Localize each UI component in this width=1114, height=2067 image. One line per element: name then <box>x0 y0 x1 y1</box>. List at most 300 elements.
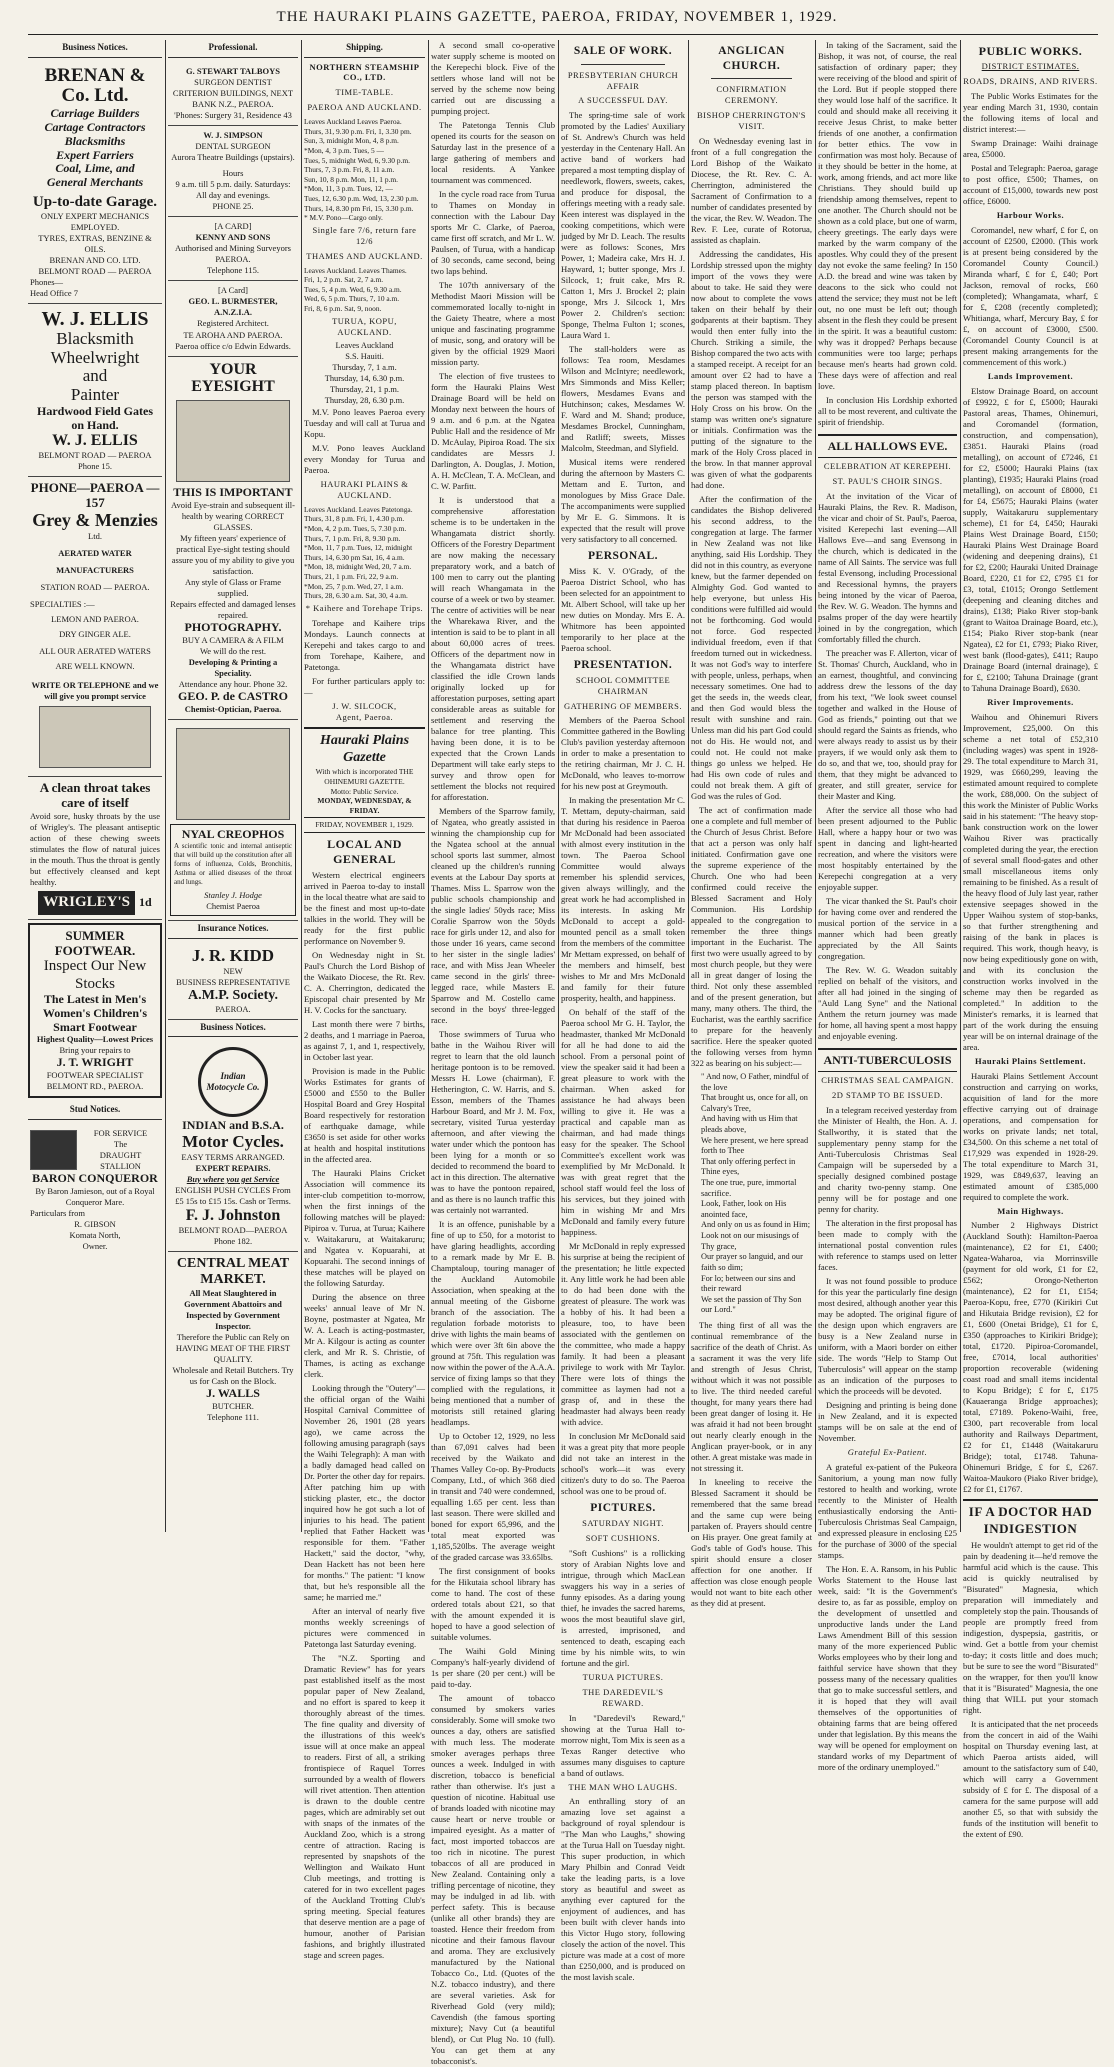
indian-cycles: ENGLISH PUSH CYCLES From £5 15s to £15 15s. Cash or Terms. <box>175 1184 291 1206</box>
indian-advert <box>168 1041 298 1251</box>
article-paragraph: After the confirmation of the candidates the Bishop delivered his second address, to the congregation at large. The farmer in New Zealand was not like anything, said His Lordship. They did not in this country, as everyone knew, but the farmer depended on Almighty God. God wanted to help everyone, but unless His conditions were fulfilled aid would not be forthcoming. God would not force. God respected individual freedom, even if that freedom turned out in wickedness. It was not God's way to interfere with people, unless, perhaps, when necessary sometimes. One had to get the seeds in, the weeds clear, and then God would bless the result with sunshine and rain. Unless man did his part God could not do His. He would not, and could not. He could not make things go unless we helped. He had His own code of rules and could not break them. A gift of God was the rules of God. <box>691 493 812 801</box>
stud-particulars: Particulars from <box>30 1207 85 1218</box>
column-2 <box>168 40 298 1536</box>
timetable-row: Sun, 10, 8 p.m. Mon, 11, 1 p.m. <box>304 174 398 184</box>
timetable-row: Thursday, 28, 6.30 p.m. <box>324 396 405 405</box>
timetable-row: Fri, 8, 6 p.m. Sat, 9, noon. <box>304 304 382 314</box>
gazette-incorporated: With which is incorporated THE OHINEMURI GAZETTE. <box>315 767 414 786</box>
ellis-name: W. J. ELLIS <box>41 307 149 330</box>
eyesight-repairs: Repairs effected and damaged lenses repaired. <box>170 599 296 621</box>
indian-easy: EASY TERMS ARRANGED. <box>181 1151 285 1162</box>
personal-heading: PERSONAL. <box>588 550 658 563</box>
hauraki-auckland-head: HAURAKI PLAINS & AUCKLAND. <box>320 478 409 500</box>
specialties-line: SPECIALTIES :— <box>30 598 95 609</box>
kenny-phone: Telephone 115. <box>207 265 259 276</box>
article-paragraph: On Wednesday evening last in front of a full congregation the Lord Bishop of the Waikato Diocese, the Rt. Rev. C. A. Cherrington, administered the Sacrament of Confirmation to a number of candidates presented by the vicar, the Rev. W. Weadon. The Rev. F. Lee, curate of Rotorua, assisted as chaplain. <box>691 135 812 245</box>
sale-of-work-heading: SALE OF WORK. <box>573 45 673 57</box>
brenan-advert <box>28 62 162 304</box>
article-paragraph: Members of the Sparrow family, of Ngatea, who greatly assisted in winning the championship cup for the Ngatea school at the annual school sports last summer, almost cleaned up the children's running events at the Labour Day sports at Thames. Miss L. Sparrow won the public schools championship and the single ladies' 50yds race; Miss Coralie Sparrow won the 50yds race for girls under 12, and also for those under 16 years, came second to her sister in the single ladies' race, and with Miss Jean Wheeler came second in the girls' three-legged race, while Masters E. Sparrow and M. Costello came second in the boys' three-legged race. <box>431 806 555 1025</box>
article-paragraph: After the service all those who had been present adjourned to the Public Hall, where a happy hour or two was spent in dancing and light-hearted recreation, and where the visitors were most hospitably entertained by the Kerepechi congregation at a very enjoyable supper. <box>818 805 957 893</box>
paeroa-auckland-head: PAEROA AND AUCKLAND. <box>307 102 422 113</box>
timetable-row: Thurs, 28, 6.30 a.m. Sat, 30, 4 a.m. <box>304 591 408 601</box>
public-works-sub: DISTRICT ESTIMATES. <box>981 61 1080 72</box>
further-line: For further particulars apply to:— <box>304 675 425 697</box>
timetable-row: *Mon, 11, 7 p.m. Tues, 12, midnight <box>304 543 413 553</box>
timetable-row: Tues, 12, 6.30 p.m. Wed, 13, 2.30 p.m. <box>304 194 419 204</box>
kaihere-note: * Kaihere and Torehape Trips. <box>305 602 424 613</box>
johnston-phone: Phone 182. <box>213 1235 253 1246</box>
ellis-trade-line: Blacksmith <box>56 328 134 348</box>
all-hallows-sub: CELEBRATION AT KEREPEHI. <box>823 461 952 472</box>
timetable-row: Thurs, 14, 8.30 pm Fri, 15, 3.30 p.m. <box>304 203 414 213</box>
kidd-society: A.M.P. Society. <box>187 987 279 1003</box>
gazette-nameplate <box>304 727 425 833</box>
timetable-row: Leaves Auckland. Leaves Thames. <box>304 265 407 275</box>
column-divider <box>688 40 689 1532</box>
timetable-row: Thursday, 21, 1 p.m. <box>329 385 399 395</box>
thames-auckland-timetable <box>304 266 425 314</box>
footwear-bring: Bring your repairs to <box>59 1045 131 1056</box>
stud-by: By Baron Jamieson, out of a Royal Conqueror Mare. <box>35 1185 155 1207</box>
hauraki-auckland-timetable <box>304 505 425 601</box>
burmester-card-label: [A Card] <box>218 285 248 296</box>
article-paragraph: It is an offence, punishable by a fine of up to £50, for a motorist to have glaring headlights, according to a remark made by Mr E. B. Champtaloup, touring manager of the Auckland Automobile Association, when speaking at the annual meeting of the Gisborne branch of the association. The regulation forbade motorists to drive with lights the main beams of which were over 3ft 6in above the ground at 75ft. This regulation was now within the power of the A.A.A. service of fixing lamps so that they complied with the regulations, it being mentioned that a number of motorists still retained glaring headlamps. <box>431 1219 555 1427</box>
kenny-title: Authorised and Mining Surveyors PAEROA. <box>175 243 291 265</box>
article-paragraph: The Hauraki Plains Cricket Association will commence its inter-club competition to-morrow, when the first innings of the following matches will be played: Pipiroa v. Turua, at Turua; Kaihere v. Waitakaruru, at Waitakaruru; and Ngatea v. Kopuarahi, at Kopuarahi. The second innings of these matches will be played on the following Saturday. <box>304 1167 425 1288</box>
anti-tb-sub-2: 2D STAMP TO BE ISSUED. <box>832 1090 943 1101</box>
timetable-row: Leaves Auckland <box>335 341 394 351</box>
timetable-row: Sun, 3, midnight Mon, 4, 8 p.m. <box>304 136 399 146</box>
stud-stallion: STALLION <box>100 1160 141 1171</box>
anglican-sub-2: BISHOP CHERRINGTON'S VISIT. <box>696 110 807 132</box>
article-paragraph: In kneeling to receive the Blessed Sacrament it should be remembered that the same bread and the same cup were being partaken of. Prayers should centre on His prayer. One great family at God's table of God's house. This spirit should ensure a closer affection for one another. If affection was close enough people would not want to bite each other as they did at present. <box>691 1476 812 1608</box>
article-paragraph: Designing and printing is being done in New Zealand, and it is expected stamps will be on sale at the end of November. <box>818 1400 957 1444</box>
local-general-continued <box>431 40 555 2067</box>
timetable-row: Fri, 1, 2 p.m. Sat, 2, 7 a.m. <box>304 275 384 285</box>
stud-advert <box>28 1124 162 1256</box>
stud-for: FOR SERVICE <box>93 1127 148 1138</box>
ellis-advert <box>28 304 162 477</box>
article-paragraph: In making the presentation Mr C. T. Mettam, deputy-chairman, said that during his residence in Paeroa Mr McDonald had been associated with almost every institution in the town. The Paeroa School Committee would always remember his splendid services, given always willingly, and the great work he had accomplished in its interests. In asking Mr McDonald to accept a gold-mounted pencil as a small token from the members of the committee Mr Mettam expressed, on behalf of the members and himself, best wishes to Mr and Mrs McDonald and family for their future prosperity, health, and happiness. <box>561 795 685 1004</box>
kidd-new: NEW <box>223 965 243 976</box>
pw-highways: Number 2 Highways District (Auckland South): Hamilton-Paeroa (maintenance), £2 for £1, £400; Ngatea-Waharoa, via Morrinsville (payment for old work, £1 for £2, £562; Orongo-Netherton (maintenance), £2 for £1, £154; Paeroa-Kopu, free, £770 (Kirikiri Cut and Hikutaia Bridge revision), £2 for £1, £600 (Onetai Bridge), £1 for £, £350 (approaches to Kirikiri Bridge); total, £1720. Pipiroa-Coromandel, free, £7014, local authorities' proportion recoverable (widening coast road and small items incidental to Kopu Bridge); £ for £, £175 (Kauaeranga Bridge approaches); total, £7189. Pokeno-Waihi, free, £300, part recoverable from local authority and Railways Department, £2 for £1, £1448 (Waitakaruru Bridge); total, £1748. Tahuna-Ohinemuri Bridge, £ for £, £267. Waitoa-Maukoro (Piako River bridge), £2 for £1, £1767. <box>963 1220 1098 1495</box>
timetable-row: *Mon, 4, 2 p.m. Tues, 5, 7.30 p.m. <box>304 523 407 533</box>
local-general-heading: LOCAL AND GENERAL <box>327 836 402 867</box>
article-paragraph: "Soft Cushions" is a rollicking story of Arabian Nights love and intrigue, through which MacLean swaggers his way in a series of funny episodes. As a daring young thief, he invades the sacred harems, woos the most beautiful slave girl, is arrested, imprisoned, and sentenced to death, escaping each time by his nimble wits, to win fortune and the girl. <box>561 1547 685 1668</box>
article-paragraph: The stall-holders were as follows: Tea room, Mesdames Wilson and McIntyre; needlework, Mrs Simmonds and Miss Keller; flowers, Mesdames Evans and Hutchinson; cakes, Mesdames W. F. Ward and M. Shand; produce, Mesdames Brockel, Cunningham, and Ratliff; sweets, Misses Malcolm, Steedman, and Slyfield. <box>561 344 685 454</box>
laughs-body: An enthralling story of an amazing love set against a background of royal splendour is "The Man who Laughs," showing at the Turua Hall on Tuesday night. This super production, in which Mary Philbin and Conrad Veidt take the leading parts, is a love story as beautiful and sweet as anything ever captured for the enjoyment of audiences, and has been built with clever hands into this Victor Hugo story, following closely the action of the novel. This picture was made at a cost of more than £250,000, and is produced on the most lavish scale. <box>561 1796 685 1983</box>
wrigleys-advert <box>28 777 162 919</box>
turua-pictures-head: TURUA PICTURES. <box>582 1671 664 1682</box>
article-paragraph: Western electrical engineers arrived in Paeroa to-day to install in the local theatre what are said to be the finest and most up-to-date talkies in the world. They will be ready for the first public performance on November 9. <box>304 869 425 946</box>
anglican-heading: ANGLICAN CHURCH. <box>718 45 785 72</box>
ellis-trade-line: and <box>82 366 108 386</box>
article-paragraph: In taking of the Sacrament, said the Bishop, it was not, of course, the real satisfaction of ordinary paper; they were receiving of the blood and spirit of the Lord. But if people stopped there they would lose half of the sacrifice. It could and should make all receiving it receive Jesus Christ, to make better friends of one another, a confirmation for better ethics. The vow in confirmation was most holy. Because of it they should be better in the home, at work, among friends, and act more like Christians. They should build up friendship among themselves, repent to one another. The Church should not be shown as a cold place, but one of warm, cheery greetings. The early days were marked by the warm company of the apostles. Why could they of the present day not evoke the same feeling? In 150 A.D. the bread and wine was taken by deacons to the sick who could not attend the service; they must not be left out, no one must be left out; though absent in the flesh they could be present in the spirit. It was a beautiful custom: why was it dropped? Perhaps because communities were too large; perhaps because men's hearts had grown cold. These days were of affection and real love. <box>818 40 957 391</box>
timetable-row: *Mon, 18, midnight Wed, 20, 7 a.m. <box>304 562 412 572</box>
column-divider <box>428 40 429 1532</box>
gazette-title: Hauraki Plains Gazette <box>319 732 410 766</box>
article-paragraph: Members of the Paeroa School Committee gathered in the Bowling Club's pavilion yesterday afternoon in order to make a presentation to the retiring chairman, Mr J. C. H. McDonald, who leaves to-morrow for his new post at Greymouth. <box>561 715 685 792</box>
field-gates-line: Hardwood Field Gates on Hand. <box>37 403 153 432</box>
timetable-row: Leaves Auckland. Leaves Patetonga. <box>304 504 413 514</box>
article-paragraph: In a telegram received yesterday from the Minister of Health, the Hon. A. J. Stallworthy, it is stated that the supplementary penny stamp for the Anti-Tuberculosis Christmas Seal Campaign will be superseded by a specially designed combined postage and charity two-penny stamp. One penny will be for postage and one penny for charity. <box>818 1105 957 1215</box>
article-paragraph: At the invitation of the Vicar of Hauraki Plains, the Rev. R. Madison, the vicar and choir of St. Paul's, Paeroa, visited Kerepechi last evening—All Hallows Eve—and sang Evensong in the church, which is dedicated in the name of All Saints. The service was full festal Evensong, including Processional and Recessional hymns, the prayers being intoned by the vicar of Paeroa, the Rev. W. G. Weadon. The hymns and psalms proper of the day were heartily joined in by the congregation, which comfortably filled the church. <box>818 491 957 645</box>
presentation-sub-2: GATHERING OF MEMBERS. <box>564 700 682 711</box>
article-paragraph: In the cycle road race from Turua to Thames on Monday in connection with the Labour Day sports Mr C. Clarke, of Paeroa, came first off scratch, and Mr L. W. Paulsen, of Turua, with a handicap of 30 seconds, came second, being two laps behind. <box>431 189 555 276</box>
talboys-bldg: CRITERION BUILDINGS, NEXT BANK N.Z., PAEROA. <box>172 87 294 109</box>
pono-paragraph-2: M.V. Pono leaves Auckland every Monday for Turua and Paeroa. <box>304 442 425 475</box>
timetable-row: Thurs, 7, 3 p.m. Fri, 8, 11 a.m. <box>304 165 395 175</box>
column-6 <box>691 40 813 1608</box>
anti-tb-body <box>818 1105 957 1444</box>
all-hallows-body <box>818 491 957 1042</box>
local-general-body <box>304 870 425 1961</box>
article-paragraph: The first consignment of books for the Hikutaia school library has come to hand. The cost of these ordered totals about £21, so that with the amount expended it is hoped to have a good selection of suitable volumes. <box>431 1566 555 1642</box>
public-works-heading: PUBLIC WORKS. <box>978 44 1083 58</box>
article-paragraph: Musical items were rendered during the afternoon by Masters C. Mettam and E. Turton, and monologues by Miss Grace Dale. The accompaniments were supplied by Mr E. G. Simmons. It is expected that the result will prove very satisfactory to all concerned. <box>561 457 685 545</box>
eyesight-title: YOUR EYESIGHT <box>191 360 275 396</box>
kenny-card <box>168 217 298 281</box>
pw-swamp: Swamp Drainage: Waihi drainage area, £5000. <box>963 138 1098 160</box>
timetable-row: S.S. Hauiti. <box>345 352 384 362</box>
timetable-row: Thursday, 7, 1 a.m. <box>332 363 397 373</box>
wrigleys-price: 1d <box>139 895 152 910</box>
pw-harbour: Coromandel, new wharf, £ for £, on account of £2500, £2000. (This work is at present being considered by the Coromandel County Council.) Miranda wharf, £ for £, £40; Port Jackson, removal of rocks, £60 (completed); Whangamata, wharf, £ for £, £208 (recently completed); Whitianga, wharf, Mercury Bay, £ for £, on account of £3000, £500. (Coromandel County Council is at present making arrangements for the commencement of this work.) <box>963 224 1098 367</box>
timetable-row: *Mon, 11, 3 p.m. Tues, 12, — <box>304 184 393 194</box>
article-paragraph: The "N.Z. Sporting and Dramatic Review" has for years past established itself as the most popular paper of New Zealand, and no effort is spared to keep it thoroughly abreast of the times. The fine quality and diversity of the illustrations of this week's issue will at once make an appeal to readers. First of all, a striking frontispiece of Raquel Torres surrounded by a wealth of flowers will rivet attention. Then attention is drawn to the double centre pages, which are admirably set out with snaps of the inmates of the Auckland Zoo, which is a strong centre of attraction. Racing is represented by snapshots of the Wellington and Waikato Hunt Club meetings, and trotting is catered for in two excellent pages of the Auckland Trotting Club's spring meeting. Special features that deserve mention are a page of humour, another of Parisian fashions, and brightly illustrated stage and screen pages. <box>304 1652 425 1960</box>
footwear-address: BELMONT RD., PAEROA. <box>46 1081 144 1092</box>
anglican-continued <box>818 40 957 428</box>
section-title: Shipping. <box>304 40 425 58</box>
meat-title: CENTRAL MEAT MARKET. <box>176 1255 290 1287</box>
lemon-line: LEMON AND PAEROA. <box>51 613 139 624</box>
horse-illustration <box>30 1130 77 1170</box>
johnston-address: BELMONT ROAD—PAEROA <box>178 1224 288 1235</box>
simpson-name: W. J. SIMPSON <box>203 129 263 140</box>
hospital-body: It is anticipated that the net proceeds from the concert in aid of the Waihi hospital on Thursday evening last, at which Paeroa artists aided, will amount to the satisfactory sum of £40, which will carry a Government subsidy of £ for £. The disposal of a camera for the same purpose will add another £5, so that with subsidy the funds of the institution will benefit to the extent of £90. <box>963 1718 1098 1839</box>
article-paragraph: The vicar thanked the St. Paul's choir for having come over and rendered the musical portion of the service in a manner which had been greatly appreciated by the All Saints congregation. <box>818 896 957 962</box>
sale-sub-2: A SUCCESSFUL DAY. <box>578 95 668 106</box>
article-paragraph: Up to October 12, 1929, no less than 67,091 calves had been received by the Waikato and Thames Valley Co-op. By-Products Company, Ltd., of which 368 died in transit and 740 were condemned, equalling 1.65 per cent. less than last season. There were skilled and boned for export 65,996, and the total meat exported was 1,185,520lbs. The average weight of the graded carcase was 33.65lbs. <box>431 1431 555 1562</box>
timetable-row: Thurs, 31, 9.30 p.m. Fri, 1, 3.30 pm. <box>304 126 412 136</box>
nyal-body: A scientific tonic and internal antiseptic that will build up the constitution after all forms of influenza, Colds, Bronchitis, Asthma or allied diseases of the throat and lungs. <box>174 841 292 887</box>
simpson-title: DENTAL SURGEON <box>195 140 271 151</box>
burmester-name: GEO. L. BURMESTER, A.N.Z.I.A. <box>188 296 278 318</box>
soft-cushions-head: SOFT CUSHIONS. <box>585 1533 661 1543</box>
masthead-rule <box>28 34 1098 35</box>
meat-body: All Meat Slaughtered in Government Abattoirs and Inspected by Government Inspector. <box>184 1287 282 1332</box>
brenan-address: BRENAN AND CO. LTD. BELMONT ROAD — PAEROA <box>38 254 152 276</box>
article-paragraph: In conclusion Mr McDonald said it was a great pity that more people did not take an interest in the school's work—it was every citizen's duty to do so. The Paeroa school was one to be proud of. <box>561 1431 685 1497</box>
turua-head: TURUA, KOPU, AUCKLAND. <box>332 315 397 337</box>
all-hallows-sub-2: ST. PAUL'S CHOIR SINGS. <box>832 476 943 487</box>
stud-owner: R. GIBSON Komata North, Owner. <box>69 1218 121 1252</box>
ellis-name-2: W. J. ELLIS <box>52 432 138 450</box>
mechanics-line: ONLY EXPERT MECHANICS EMPLOYED. <box>40 210 150 232</box>
ransom-body: The Hon. E. A. Ransom, in his Public Works Statement to the House last week, said: "It is the Government's desire to, as far as possible, employ on the development of unsettled and unproductive lands under the Land Laws Amendment Bill of this session many of the more experienced Public Works employees who by their long and faithful service have shown that they possess many of the necessary qualities that go to make successful settlers, and it is hoped that they will avail themselves of the opportunities of obtaining farms that are being offered under that legislation. By this means the way will be opened for employment on standard works of my Department of more of the ordinary unemployed." <box>818 1564 957 1773</box>
article-paragraph: The act of confirmation made one a complete and full member of the Church of Jesus Christ. Before that act a person was only half initiated. Confirmation gave one the supreme experience of the Church. One who had been confirmed could receive the Blessed Sacrament and Holy Communion. His Lordship appealed to the congregation to remember the three things important in the Eucharist. The first two were usually agreed to by most church people, but they were all in great danger of losing the third. Not only these assembled and of the present generation, but many, many others. The third, the Eucharist, was the earthly sacrifice to prepare for the heavenly sacrifice. Here the speaker quoted the following verses from hymn 322 as bearing on his subject:— <box>691 804 812 1068</box>
masthead: THE HAURAKI PLAINS GAZETTE, PAEROA, FRIDAY, NOVEMBER 1, 1929. <box>276 9 838 25</box>
manufacturers-line: MANUFACTURERS <box>56 564 134 575</box>
timetable-row: Tues, 5, 4 p.m. Wed, 6, 9.30 a.m. <box>304 284 402 294</box>
sale-of-work-body <box>561 110 685 545</box>
footwear-advert <box>28 923 162 1099</box>
timetable-row: *Mon, 25, 7 p.m. Wed, 27, 1 a.m. <box>304 581 404 591</box>
column-divider <box>301 40 302 1532</box>
burmester-place: TE AROHA AND PAEROA. <box>183 329 283 340</box>
pictures-sub: SATURDAY NIGHT. <box>582 1518 664 1529</box>
grateful-body: A grateful ex-patient of the Pukeora Sanitorium, a young man now fully restored to health and working, wrote recently to the Minister of Health enthusiastically endorsing the Anti-Tuberculosis Christmas Seal Campaign, and expressed pleasure in enclosing £25 for the purchase of 3000 of the special stamps. <box>818 1462 957 1561</box>
article-paragraph: Last month there were 7 births, 2 deaths, and 1 marriage in Paeroa, as against 7, 1, and 1, respectively, in October last year. <box>304 1018 425 1062</box>
simpson-hours: 9 a.m. till 5 p.m. daily. Saturdays: All day and evenings. <box>175 178 291 200</box>
burmester-title: Registered Architect. <box>197 318 269 329</box>
rest-line: We will do the rest. <box>199 645 267 656</box>
brenan-service-line: General Merchants <box>46 175 144 190</box>
ellis-address: BELMONT ROAD — PAEROA <box>38 449 152 460</box>
indian-logo: Indian Motocycle Co. <box>198 1047 268 1117</box>
timetable-row: Wed, 6, 5 p.m. Thurs, 7, 10 a.m. <box>304 294 400 304</box>
anti-tb-heading: ANTI-TUBERCULOSIS <box>818 1048 957 1072</box>
article-paragraph: In conclusion His Lordship exhorted all to be most reverent, and cultivate the spirit of friendship. <box>818 395 957 427</box>
walls-butcher: BUTCHER. <box>212 1401 254 1412</box>
talboys-phones: 'Phones: Surgery 31, Residence 43 <box>174 109 292 120</box>
developing-line: Developing & Printing a Speciality. <box>188 656 278 679</box>
kidd-place: PAEROA. <box>215 1003 251 1014</box>
presentation-heading: PRESENTATION. <box>573 659 673 672</box>
paeroa-auckland-timetable <box>304 117 425 223</box>
doctor-body: He wouldn't attempt to get rid of the pain by deadening it—he'd remove the harmful acid which is the cause. This acid is quickly neutralised by "Bisurated" Magnesia, which preparation will immediately and completely stop the pain. Thousands of people are promptly freed from indigestion, dyspepsia, gastritis, or wind. Get a bottle from your chemist to-day; it costs little and does much; but be sure to see the word "Bisurated" on the wrapper, for then you'll know that it is "Bisurated" Magnesia, the one thing that WILL put your stomach right. <box>963 1539 1098 1715</box>
walls-phone: Telephone 111. <box>207 1412 259 1423</box>
article-paragraph: Addressing the candidates, His Lordship stressed upon the mighty import of the vows they were about to take. He said they were now about to complete the vows taken on their behalf by their godparents at their baptism. They would then enter fully into the Church. Striking a simile, the Bishop compared the two acts with a stamped receipt. A receipt for an amount over £2 had to have a stamp placed thereon. In baptism the person was stamped with the Holy Cross on his brow. On the stamp was written one's signature or initials. Confirmation was the putting of the signature to the mark of the Holy Cross placed in the brow. In that manner approval was given of what the godparents had done. <box>691 248 813 490</box>
settlement-heading: Hauraki Plains Settlement. <box>975 1055 1086 1066</box>
brenan-name: BRENAN & Co. Ltd. <box>44 64 146 107</box>
public-works-sub-2: ROADS, DRAINS, AND RIVERS. <box>963 76 1098 87</box>
presentation-sub: SCHOOL COMMITTEE CHAIRMAN <box>575 674 671 696</box>
column-8 <box>963 40 1098 1839</box>
nyal-chemist: Stanley J. Hodge <box>204 890 262 901</box>
column-5 <box>561 40 685 1983</box>
aerated-line: AERATED WATER <box>58 547 132 558</box>
simpson-phone: PHONE 25. <box>212 201 254 212</box>
column-divider <box>558 40 559 1532</box>
footwear-quality: Highest Quality—Lowest Prices <box>36 1034 154 1045</box>
eye-illustration <box>176 400 290 482</box>
stud-name: BARON CONQUEROR <box>32 1171 158 1186</box>
article-paragraph: Those swimmers of Turua who bathe in the Waihou River will regret to learn that the old launch heritage pontoon is to be removed. Messrs H. Lowe (chairman), F. Hetherington, C. W. Harris, and S. Esson, members of the Thames Harbour Board, and Mr J. M. Fox, secretary, visited Turua yesterday afternoon, and after viewing the water under which the pontoon has been lying for a month or so decided to recommend the board to act in this direction. The alternative was to have the pontoon repaired, and as there is no launch traffic this was certainly not warranted. <box>431 1029 555 1215</box>
wrigleys-brand: WRIGLEY'S <box>38 891 135 914</box>
grey-phone-line: PHONE—PAEROA — 157 <box>30 479 160 510</box>
agent-signature: J. W. SILCOCK, Agent, Paeroa. <box>332 700 397 722</box>
timetable-label: TIME-TABLE. <box>335 87 394 98</box>
ellis-trade-line: Wheelwright <box>50 347 140 367</box>
lands-heading: Lands Improvement. <box>987 370 1074 381</box>
timetable-row: Tues, 5, midnight Wed, 6, 9.30 p.m. <box>304 155 410 165</box>
anti-tb-sub: CHRISTMAS SEAL CAMPAIGN. <box>821 1075 954 1086</box>
column-1 <box>28 40 162 1536</box>
nyal-illustration <box>176 728 290 820</box>
article-paragraph: A second small co-operative water supply scheme is mooted on the Kerepechi block. Five of the settlers whose land will not be served by the scheme now being carried out are discussing a pumping project. <box>431 40 555 116</box>
timetable-row: Thurs, 31, 8 p.m. Fri, 1, 4.30 p.m. <box>304 514 405 524</box>
pono-paragraph: M.V. Pono leaves Paeroa every Tuesday and will call at Turua and Kopu. <box>304 406 425 439</box>
gazette-dateline: FRIDAY, NOVEMBER 1, 1929. <box>304 817 425 833</box>
camera-line: BUY A CAMERA & A FILM <box>182 634 284 645</box>
kenny-card-label: [A CARD] <box>214 221 252 232</box>
known-line: ARE WELL KNOWN. <box>55 661 135 672</box>
article-paragraph: The alteration in the first proposal has been made to comply with the international postal convention rules with reference to stamps used on letter faces. <box>818 1218 957 1273</box>
brenan-service-line: Coal, Lime, and <box>55 161 135 176</box>
telephone-illustration <box>39 706 151 768</box>
tyres-line: TYRES, EXTRAS, BENZINE & OILS. <box>38 232 152 254</box>
article-paragraph: Provision is made in the Public Works Estimates for grants of £5000 and £550 to the Buller Hospital Board and Grey Hospital Board respectively for restoration of earthquake damage, while £3650 is set aside for other works at health and hospital institutions in the affected area. <box>304 1065 425 1164</box>
indian-buy: Buy where you get Service <box>186 1173 280 1184</box>
ginger-line: DRY GINGER ALE. <box>59 628 131 639</box>
footwear-inspect: Inspect Our New Stocks <box>43 958 147 992</box>
grateful-heading: Grateful Ex-Patient. <box>847 1447 928 1458</box>
column-3 <box>304 40 426 1960</box>
meat-retail: Wholesale and Retail Butchers. Try us for Cash on the Block. <box>172 1365 294 1387</box>
article-paragraph: The Rev. W. G. Weadon suitably replied on behalf of the visitors, and after all had joined in the singing of "Auld Lang Syne" and the National Anthem the return journey was made for home, all having spent a most happy and enjoyable evening. <box>818 965 957 1042</box>
doctor-heading: IF A DOCTOR HAD INDIGESTION <box>963 1499 1098 1537</box>
stud-section-title: Stud Notices. <box>28 1102 162 1120</box>
single-fare: Single fare 7/6, return fare 12/6 <box>312 224 417 246</box>
footwear-latest: The Latest in Men's Women's Children's Smart Footwear <box>42 991 148 1034</box>
garage-heading: Up-to-date Garage. <box>32 194 158 211</box>
talboys-card <box>168 62 298 126</box>
timetable-row: Thurs, 21, 1 p.m. Fri, 22, 9 a.m. <box>304 572 399 582</box>
river-heading: River Improvements. <box>987 696 1074 707</box>
pw-postal: Postal and Telegraph: Paeroa, garage to post office, £500; Thames, on account of £15,000, towards new post office, £6000. <box>963 163 1098 207</box>
indian-motor: Motor Cycles. <box>182 1132 284 1152</box>
anglican-body <box>691 136 812 1069</box>
article-paragraph: The 107th anniversary of the Methodist Maori Mission will be commemorated locally to-night in the Gaiety Theatre, where a most unique and fascinating programme of music, song, and oratory will be given by the official 1929 Maori mission party. <box>431 280 555 367</box>
column-divider <box>165 40 166 1532</box>
footwear-name: J. T. WRIGHT <box>56 1055 134 1070</box>
nyal-advert <box>168 720 298 921</box>
eyesight-experience: My fifteen years' experience of practical Eye-sight testing should assure you of my ability to give you satisfaction. <box>171 532 295 576</box>
gazette-motto: Motto: Public Service. <box>330 786 399 796</box>
column-divider <box>960 40 961 1532</box>
timetable-row: *Mon, 4, 3 p.m. Tues, 5 — <box>304 145 384 155</box>
hymn-verse: " And now, O Father, mindful of the love That brought us, once for all, on Calvary's Tree, And having with us Him that pleads above, We here present, we here spread forth to Thee That only offering perfect in Thine eyes, The one true, pure, immortal sacrifice. Look, Father, look on His anointed face, And only on us as found in Him; Look not on our misusings of Thy grace, Our prayer so languid, and our faith so dim; For lo; between our sins and their reward We set the passion of Thy Son our Lord." <box>701 1071 811 1315</box>
decastro-title: Chemist-Optician, Paeroa. <box>184 703 282 714</box>
laughs-head: THE MAN WHO LAUGHS. <box>568 1781 678 1792</box>
turua-timetable <box>304 341 425 407</box>
meat-supply: Therefore the Public can Rely on HAVING MEAT OF THE FIRST QUALITY. <box>175 1332 291 1365</box>
grey-name: Grey & Menzies <box>32 509 158 530</box>
ellis-trades <box>30 330 160 405</box>
section-title: Professional. <box>168 40 298 58</box>
anglican-body-2 <box>691 1320 812 1609</box>
eyesight-avoid: Avoid Eye-strain and subsequent ill-health by wearing CORRECT GLASSES. <box>170 499 295 532</box>
article-paragraph: The thing first of all was the continual remembrance of the sacrifice of the death of Christ. As a sacrament it was the very life and strength of Jesus Christ, without which it was not possible to live. The third needed careful thought, for many years there had been great danger of losing it. He was afraid it had not been brought out nearly clearly enough in the Anglican prayer-book, or in any other. A great mistake was made in not stressing it. <box>691 1319 812 1473</box>
nyal-title: NYAL CREOPHOS <box>181 826 285 841</box>
article-paragraph: The Waihi Gold Mining Company's half-yearly dividend of 1s per share (20 per cent.) will be paid to-day. <box>431 1646 555 1689</box>
simpson-bldg: Aurora Theatre Buildings (upstairs). <box>171 151 295 162</box>
talboys-name: G. STEWART TALBOYS <box>186 65 280 76</box>
brenan-service-line: Blacksmiths <box>64 133 126 148</box>
simpson-card <box>168 126 298 217</box>
business-section-title: Business Notices. <box>168 1020 298 1038</box>
harbour-heading: Harbour Works. <box>996 210 1065 221</box>
kidd-advert <box>168 943 298 1020</box>
article-paragraph: On behalf of the staff of the Paeroa school Mr G. H. Taylor, the headmaster, thanked Mr McDonald for all he had done to aid the school. From a personal point of view the speaker said it had been a great pleasure to work with the chairman. When asked for assistance he had always been willing to give it. He was a practical and capable man as chairman, and had made things easy for the speaker. The School Committee's excellent work was exemplified by Mr McDonald. It was with great regret that the school staff would feel the loss of his services, but they joined with him in wishing Mr and Mrs McDonald and family every future happiness. <box>561 1007 685 1238</box>
pw-settlement: Hauraki Plains Settlement Account construction and carrying on works, acquisition of land for the more effective carrying out of drainage operations, and compensation for works on private lands; net total, £34,500. On this scheme a net total of £17,929 was expended in 1928-29. The total expenditure to March 31, 1929, was £849,637, leaving an estimated amount of £385,000 required to complete the work. <box>963 1070 1098 1202</box>
daredevil-head: THE DAREDEVIL'S REWARD. <box>582 1686 664 1708</box>
pw-lands: Elstow Drainage Board, on account of £9922, £ for £, £5000; Hauraki Pastoral areas, Thames, Ohinemuri, and Coromandel (formation, construction, and compensation), £3851. Hauraki Plains (road metalling), on account of £7246, £1 for £2, £5000; Hauraki Plains (tax planting), £1935; Hauraki Plains (road metalling), on account of £8000, £1 for £4, £5675; Hauraki Plains (water supply, Waitakaruru supplementary scheme), £1 for £4, £450; Hauraki Plains West Drainage Board, £150; Hauraki Plains West Drainage Board (widening and deepening drains), £1 for £2, £200; Hauraki United Drainage Board, £220, £1 for £2, £795 £1 for £3, total, £1015; Orongo Settlement (deepening and cleaning ditches and drains), £138; Piako River stop-bank (grant to Waitoa Drainage Board, etc.), £154; Piako River stop-bank (near Ngatea), £2 for £1, £793; Piako River, west bank (flood-gates), £411; Raupo Drainage Board (internal drainage), £ for £, £2100; Tahuna Drainage (grant to Tahuna Drainage Board), £630. <box>963 385 1098 693</box>
brenan-service-line: Carriage Builders <box>50 106 140 121</box>
station-line: STATION ROAD — PAEROA. <box>40 581 150 592</box>
photography-heading: PHOTOGRAPHY. <box>184 620 282 635</box>
kenny-name: KENNY AND SONS <box>195 232 271 243</box>
kidd-rep: BUSINESS REPRESENTATIVE <box>176 976 290 987</box>
ellis-trade-line: Painter <box>70 385 120 405</box>
footwear-specialist: FOOTWEAR SPECIALIST <box>46 1070 144 1081</box>
indian-repairs: EXPERT REPAIRS. <box>195 1162 271 1173</box>
timetable-row: * M.V. Pono—Cargo only. <box>304 213 383 223</box>
article-paragraph: The amount of tobacco consumed by smokers varies considerably. Some will smoke two ounces a day, others are satisfied with much less. The moderate smoker averages perhaps three ounces a week. Indulged in with discretion, tobacco is beneficial rather than otherwise. It's just a question of nicotine. Habitual use of brands loaded with nicotine may cause heart or nerve trouble or impaired eyesight. As a matter of fact, most imported tobaccos are too rich in nicotine. The purest tobaccos of all are produced in New Zealand. Containing only a trifling percentage of nicotine, they may be indulged in ad lib. with perfect safety. This is because (unlike all other brands) they are toasted. Hence their freedom from nicotine and their famous flavour and aroma. They are exclusively manufactured by the National Tobacco Co., Ltd. (Quotes of the N.Z. tobacco industry), and there are several varieties. Ask for Riverhead Gold (very mild); Cavendish (the famous sporting mixture); Navy Cut (a beautiful blend), or Cut Plug No. 10 (full). You can get them at any tobacconist's. <box>431 1693 555 2066</box>
torehape-paragraph: Torehape and Kaihere trips Mondays. Launch connects at Kerepehi and takes cargo to and from Torehape, Kaihere, and Patetonga. <box>304 617 425 672</box>
eyesight-important: THIS IS IMPORTANT <box>173 484 293 499</box>
article-paragraph: It is understood that a comprehensive afforestation scheme is to be undertaken in the Whangamata district shortly. Officers of the Forestry Department are now making the necessary preparatory work, and a batch of 100 men to carry out the planting will reach Whangamata in the course of a week or two by steamer. The centre of activities will be near the Wharekawa River, and the intention is said to be to plant in all about 60,000 acres of trees. Officers of the department now in the Whangamata district have classified the idle Crown lands originally locked up for afforestation purposes, setting apart considerable areas as suitable for settlement and reserving the balance for tree planting. This having been done, it is to be expected that the Crown Lands Department will take early steps to survey and throw open for settlement the blocks not required for afforestation. <box>431 495 555 802</box>
decastro-name: GEO. P. de CASTRO <box>178 689 288 704</box>
thames-auckland-head: THAMES AND AUCKLAND. <box>306 250 423 261</box>
column-4 <box>431 40 555 2066</box>
eyesight-style: Any style of Glass or Frame supplied. <box>184 576 282 598</box>
article-paragraph: During the absence on three weeks' annual leave of Mr N. Boyne, postmaster at Ngatea, Mr W. A. Leach is acting-postmaster, Mr A. Kilgour is acting as counter clerk, and Mr R. S. Christie, of Thames, is acting as exchange clerk. <box>304 1291 425 1379</box>
sale-sub: PRESBYTERIAN CHURCH AFFAIR <box>567 69 679 91</box>
ellis-phone: Phone 15. <box>78 460 112 471</box>
write-line: WRITE OR TELEPHONE and we will give you prompt service <box>31 680 159 702</box>
attendance-line: Attendance any hour. Phone 32. <box>178 679 288 690</box>
gazette-days: MONDAY, WEDNESDAY, & FRIDAY. <box>317 796 412 815</box>
burmester-office: Paeroa office c/o Edwin Edwards. <box>175 340 291 351</box>
stud-the: The <box>113 1138 128 1149</box>
personal-body: Miss K. V. O'Grady, of the Paeroa District School, who has been selected for an appointment to Mt. Albert School, will take up her new duties on Monday. Mrs E. A. Whitmore has been appointed temporarily to her place at the Paeroa school. <box>561 566 685 654</box>
walls-name: J. WALLS <box>206 1386 260 1401</box>
section-title: Business Notices. <box>28 40 162 58</box>
all-waters-line: ALL OUR AERATED WATERS <box>39 645 151 656</box>
article-paragraph: After an interval of nearly five months weekly screenings of pictures were commenced in Patetonga last Saturday evening. <box>304 1605 425 1649</box>
timetable-row: Leaves Auckland Leaves Paeroa. <box>304 117 402 127</box>
brenan-service-line: Expert Farriers <box>56 147 134 162</box>
nyal-chemist-title: Chemist Paeroa <box>206 901 260 912</box>
burmester-card <box>168 281 298 356</box>
wrigleys-body: Avoid sore, husky throats by the use of Wrigley's. The pleasant antiseptic action of these chewing sweets stimulates the flow of natural juices in the mouth. Thus the throat is gently but effectively cleansed and kept healthy. <box>30 811 160 888</box>
column-7 <box>818 40 957 1773</box>
highways-heading: Main Highways. <box>997 1205 1064 1216</box>
pictures-body <box>561 1548 685 1669</box>
timetable-row: Thurs, 14, 6.30 pm Sat, 16, 4 a.m. <box>304 552 405 562</box>
eyesight-advert <box>168 357 298 720</box>
grey-ltd: Ltd. <box>88 530 102 541</box>
pw-intro: The Public Works Estimates for the year ending March 31, 1930, contain the following items of local and district interest:— <box>963 91 1098 135</box>
article-paragraph: Mr McDonald in reply expressed his surprise at being the recipient of the presentation; he little expected it. Any little work he had been able to do had been done with the greatest of pleasure. The work was a hobby of his. It had been a pleasure, too, to have been associated with the gentlemen on the committee, who made a happy family. It had been a pleasant privilege to work with Mr Taylor. There were lots of things the committee as laymen had not a grasp of, and in these the headmaster had always been ready with advice. <box>561 1241 685 1428</box>
simpson-hours-head: Hours <box>222 167 244 178</box>
brenan-services <box>30 107 160 190</box>
timetable-row: Thurs, 7, 1 p.m. Fri, 8, 9.30 p.m. <box>304 533 401 543</box>
brenan-service-line: Cartage Contractors <box>44 120 146 135</box>
talboys-title: SURGEON DENTIST <box>194 76 272 87</box>
johnston-name: F. J. Johnston <box>185 1207 281 1224</box>
timetable-row: Thursday, 14, 6.30 p.m. <box>324 374 405 384</box>
wrigleys-heading: A clean throat takes care of itself <box>39 780 151 811</box>
column-divider <box>815 40 816 1532</box>
article-paragraph: The Patetonga Tennis Club opened its courts for the season on Saturday last in the presence of a large gathering of members and local residents. A Yankee tournament was commenced. <box>431 120 555 185</box>
article-paragraph: The election of five trustees to form the Hauraki Plains West Drainage Board will be held on Monday next between the hours of 9 a.m. and 6 p.m. at the Ngatea Public Hall and the residence of Mr D. McAulay, Pipiroa Road. The six candidates are Messrs J. Darlington, A. Douglas, J. Motion, A. H. McClean, T. A. McClean, and C. W. Parfitt. <box>431 371 555 491</box>
indian-title: INDIAN and B.S.A. <box>182 1118 284 1133</box>
article-paragraph: Looking through the "Outery"—the official organ of the Waihi Hospital Carnival Committee of November 26, 1901 (28 years ago), we came across the following amusing paragraph (says the Waihi Telegraph): A man with a badly damaged head called on Dr. Porter the other day for repairs. After patching him up with sticking plaster, etc., the doctor inquired how he got such a lot of injuries to his head. The patient replied that Father Hackett was responsible for them. "Father Hackett," said the doctor, "why, Dean Hackett has not been here for months." The patient: "I know that, but he's responsible all the same; he married me." <box>304 1382 426 1602</box>
grey-menzies-advert <box>28 477 162 777</box>
